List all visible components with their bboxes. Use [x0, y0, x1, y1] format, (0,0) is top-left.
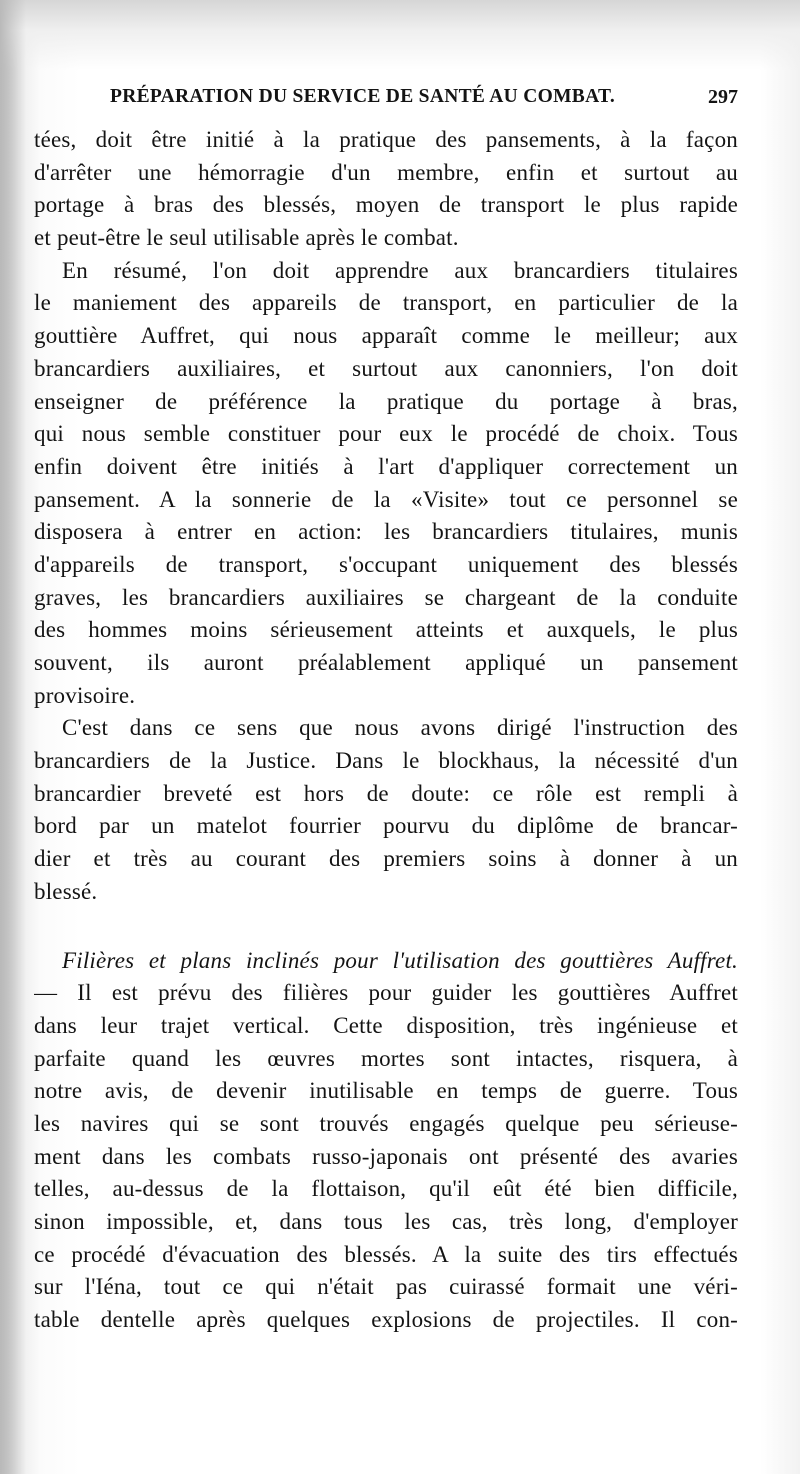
text-line: C'est dans ce sens que nous avons dirigé l'instruction des: [62, 715, 738, 741]
text-line: des hommes moins sérieusement atteints et auxquels, le plus: [34, 617, 738, 643]
text-line: notre avis, de devenir inutilisable en temps de guerre. Tous: [34, 1078, 738, 1104]
text-line: qui nous semble constituer pour eux le procédé de choix. Tous: [34, 421, 738, 447]
running-header: [60, 86, 740, 114]
page-number: 297: [708, 86, 738, 108]
text-line: souvent, ils auront préalablement appliqué un pansement: [34, 650, 738, 675]
text-line: enseigner de préférence la pratique du portage à bras,: [34, 388, 738, 414]
text-line: dans leur trajet vertical. Cette disposition, très ingénieuse et: [34, 1012, 738, 1038]
text-line: telles, au-dessus de la flottaison, qu'il eût été bien difficile,: [34, 1176, 738, 1202]
text-line: ce procédé d'évacuation des blessés. A la suite des tirs effectués: [34, 1241, 738, 1267]
text-line: graves, les brancardiers auxiliaires se chargeant de la conduite: [34, 584, 738, 610]
text-line: disposera à entrer en action: les brancardiers titulaires, munis: [34, 519, 738, 545]
text-line: portage à bras des blessés, moyen de transport le plus rapide: [34, 192, 738, 218]
text-line: gouttière Auffret, qui nous apparaît comme le meilleur; aux: [34, 323, 738, 349]
text-line: pansement. A la sonnerie de la «Visite» tout ce personnel se: [34, 486, 738, 512]
text-line: brancardiers de la Justice. Dans le blockhaus, la nécessité d'un: [34, 748, 738, 774]
text-line: les navires qui se sont trouvés engagés quelque peu sérieuse-: [34, 1110, 738, 1136]
scan-shadow-top: [0, 0, 800, 70]
text-line: dier et très au courant des premiers soins à donner à un: [34, 846, 738, 872]
text-line: enfin doivent être initiés à l'art d'appliquer correctement un: [34, 453, 738, 479]
text-line: ment dans les combats russo-japonais ont présenté des avaries: [34, 1143, 738, 1169]
text-line: d'appareils de transport, s'occupant uniquement des blessés: [34, 551, 738, 577]
text-line: table dentelle après quelques explosions de projectiles. Il con-: [34, 1307, 738, 1333]
running-title: PRÉPARATION DU SERVICE DE SANTÉ AU COMBAT.: [110, 86, 616, 107]
text-line: d'arrêter une hémorragie d'un membre, enfin et surtout au: [34, 159, 738, 185]
text-line: — Il est prévu des filières pour guider les gouttières Auffret: [34, 980, 738, 1006]
text-line: En résumé, l'on doit apprendre aux brancardiers titulaires: [62, 257, 738, 283]
text-line: bord par un matelot fourrier pourvu du diplôme de brancar-: [34, 813, 738, 839]
text-line: sur l'Iéna, tout ce qui n'était pas cuirassé formait une véri-: [34, 1274, 738, 1300]
text-line: brancardiers auxiliaires, et surtout aux canonniers, l'on doit: [34, 355, 738, 381]
text-line: sinon impossible, et, dans tous les cas, très long, d'employer: [34, 1209, 738, 1234]
text-line: et peut-être le seul utilisable après le combat.: [34, 225, 459, 251]
text-line: provisoire.: [34, 682, 136, 708]
text-line: le maniement des appareils de transport, en particulier de la: [34, 290, 738, 316]
scan-shadow-left: [0, 0, 26, 1474]
text-line: tées, doit être initié à la pratique des pansements, à la façon: [34, 127, 738, 152]
section-gap: [34, 909, 738, 945]
text-line: brancardier breveté est hors de doute: ce rôle est rempli à: [34, 780, 738, 806]
section-heading: Filières et plans inclinés pour l'utilisation des gouttières Auffret.: [62, 947, 738, 973]
text-line: parfaite quand les œuvres mortes sont intactes, risquera, à: [34, 1045, 738, 1071]
body-text: [34, 124, 738, 1337]
text-line: blessé.: [34, 878, 98, 904]
